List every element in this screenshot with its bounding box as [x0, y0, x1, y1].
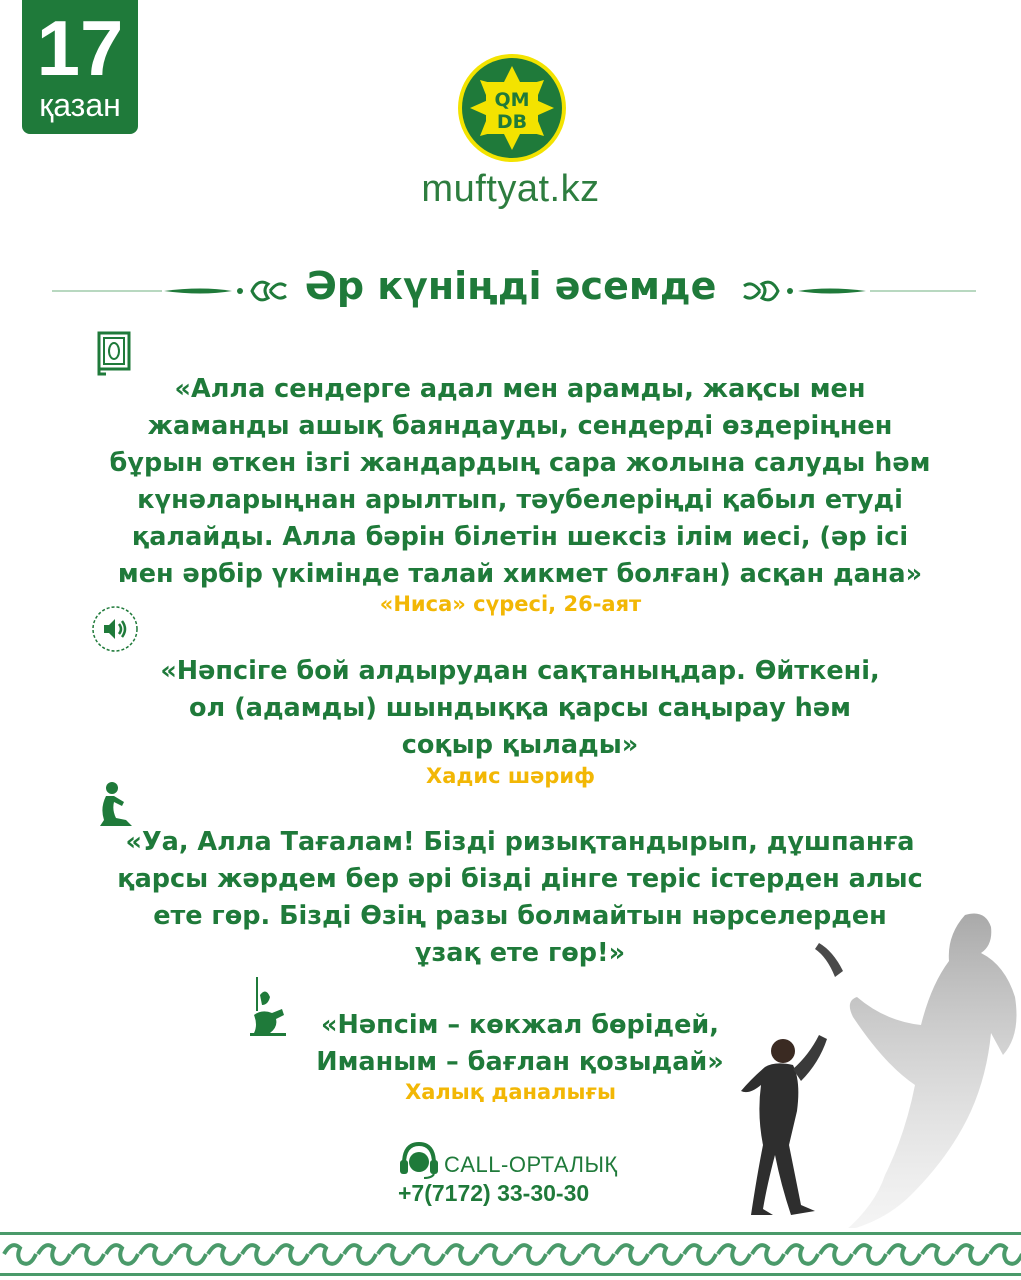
quote-source: Халық даналығы	[405, 1080, 616, 1104]
call-center-phone[interactable]: +7(7172) 33-30-30	[398, 1180, 590, 1206]
bottom-ornament-border	[0, 1228, 1021, 1280]
date-month: қазан	[39, 87, 121, 123]
site-name: muftyat.kz	[421, 168, 600, 210]
quote-hadith	[60, 653, 980, 764]
quran-book-icon	[96, 330, 132, 376]
quote-source: Хадис шәриф	[426, 764, 595, 788]
page-title: Әр күніңді әсемде	[304, 264, 717, 308]
quote-line: соқыр қылады»	[401, 730, 639, 760]
quote-line: ол (адамды) шындыққа қарсы саңырау һәм	[189, 693, 851, 723]
logo-top-letters: QM	[494, 89, 530, 111]
quote-line: қалайды. Алла бәрін білетін шексіз ілім иесі, (әр ісі	[131, 522, 909, 552]
quote-quran	[60, 371, 980, 593]
quote-line: күнәларыңнан арылтып, тәубелеріңді қабыл етуді	[137, 485, 903, 515]
logo-bottom-letters: DB	[496, 111, 528, 133]
quote-line: Иманым – бағлан қозыдай»	[316, 1047, 724, 1077]
quote-line: «Алла сендерге адал мен арамды, жақсы мен	[174, 374, 866, 404]
quote-line: бұрын өткен ізгі жандардың сара жолына салуды һәм	[109, 448, 931, 478]
quote-line: ұзақ ете гөр!»	[414, 938, 626, 968]
title-row	[0, 262, 1021, 318]
headset-icon	[398, 1140, 440, 1180]
quote-line: «Уа, Алла Тағалам! Бізді ризықтандырып, дұшпанға	[125, 827, 915, 857]
quote-source: «Ниса» сүресі, 26-аят	[379, 592, 642, 616]
quote-line: жаманды ашық баяндауды, сендерді өздеріңнен	[147, 411, 893, 441]
muftyat-logo	[456, 52, 568, 164]
call-center	[398, 1138, 638, 1208]
date-day: 17	[36, 4, 124, 92]
quote-line: мен әрбір үкімінде талай хикмет болған) асқан дана»	[117, 559, 923, 589]
date-badge	[22, 0, 138, 134]
praying-person-icon	[96, 780, 136, 828]
quote-line: «Нәпсіге бой алдырудан сақтаныңдар. Өйткені,	[160, 656, 880, 686]
quote-line: қарсы жәрдем бер әрі бізді дінге теріс істерден алыс	[117, 864, 923, 894]
quote-line: «Нәпсім – көкжал бөрідей,	[321, 1010, 719, 1040]
quote-proverb	[60, 1007, 980, 1081]
quote-line: ете гөр. Бізді Өзің разы болмайтын нәрселерден	[153, 901, 887, 931]
speaker-icon	[90, 604, 140, 654]
call-center-label: CALL-ОРТАЛЫҚ	[444, 1152, 618, 1177]
